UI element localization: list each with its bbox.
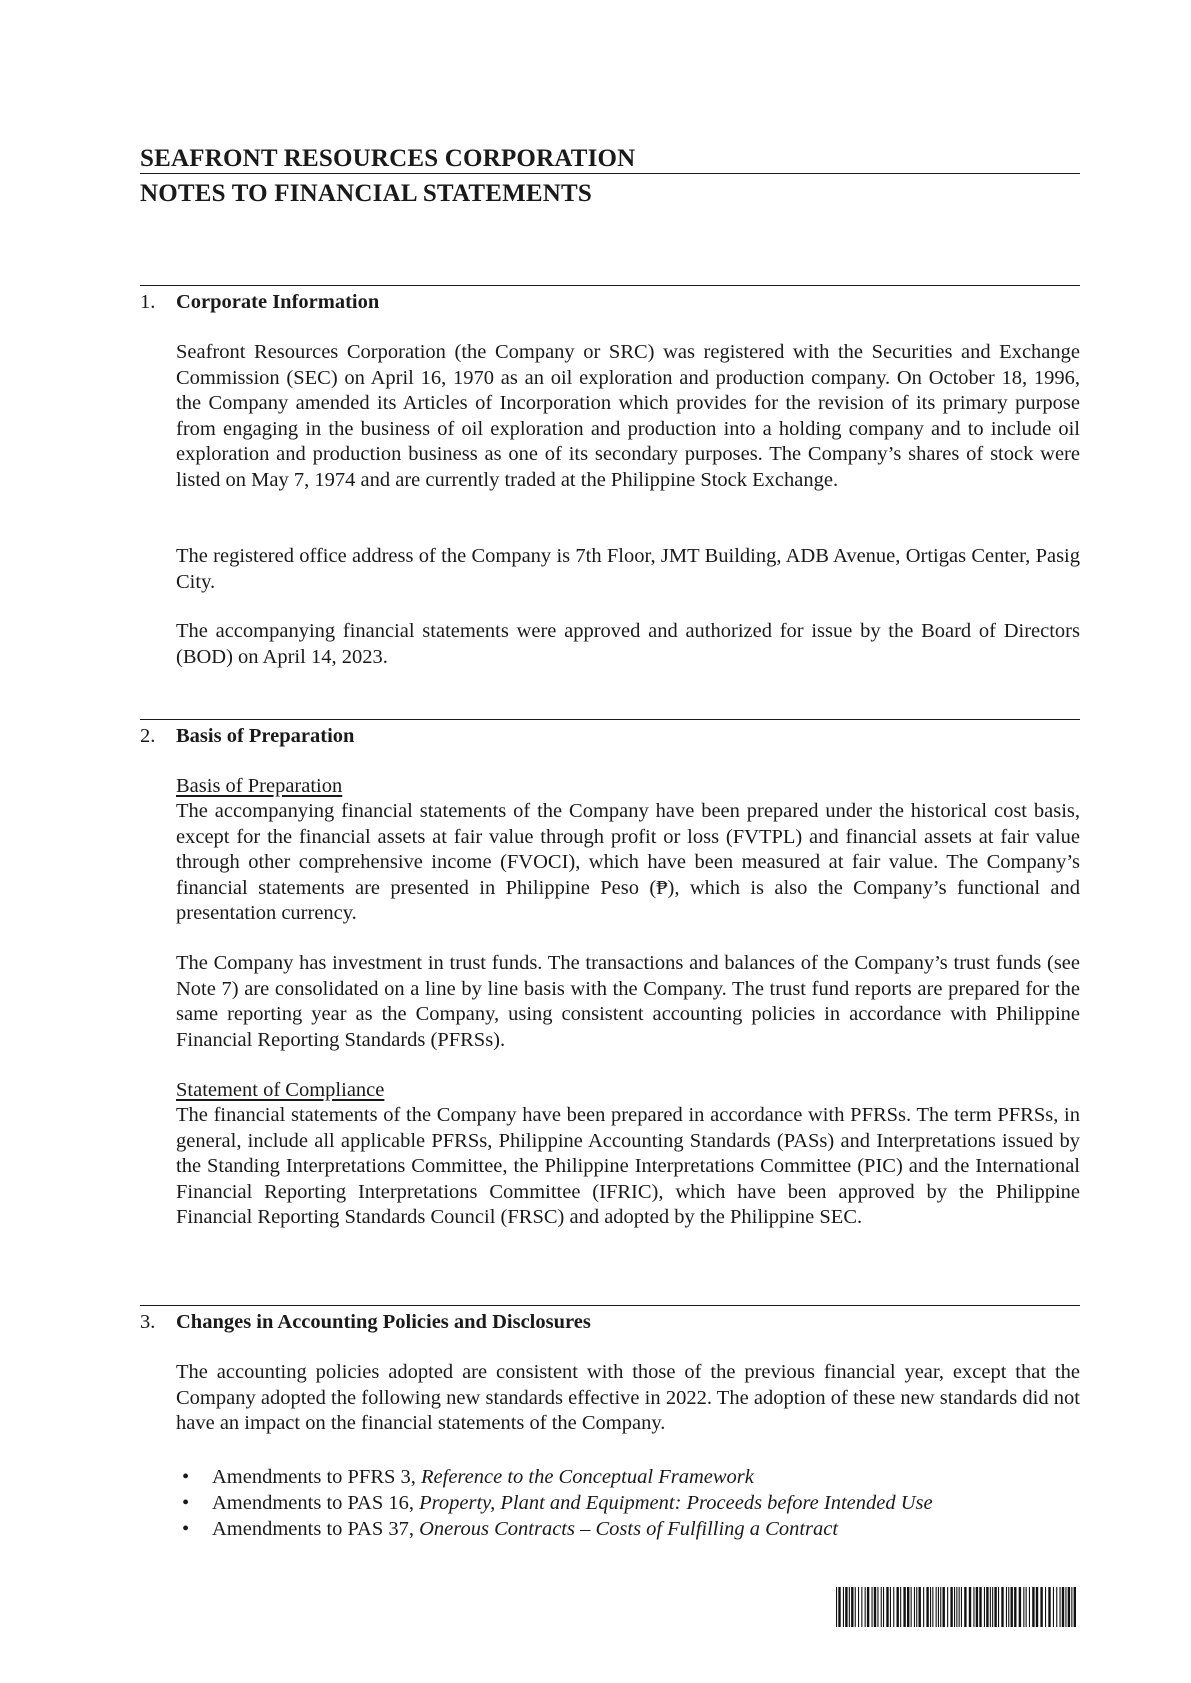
section-number: 2. xyxy=(140,725,156,747)
list-item xyxy=(176,1490,1080,1516)
document-title: NOTES TO FINANCIAL STATEMENTS xyxy=(140,180,592,207)
list-item-title: Onerous Contracts – Costs of Fulfilling a Contract xyxy=(419,1518,839,1540)
bullet-icon: • xyxy=(182,1466,190,1488)
paragraph: The financial statements of the Company have been prepared in accordance with PFRSs. The term PFRSs, in general, include all applicable PFRSs, Philippine Accounting Standards (PASs) and Interpretations issued by the Standing Interpretations Committee, the Philippine Interpretations Committee (PIC) and the International Financial Reporting Interpretations Committee (IFRIC), which have been approved by the Philippine Financial Reporting Standards Council (FRSC) and adopted by the Philippine SEC. xyxy=(176,1104,1080,1228)
section-title: Corporate Information xyxy=(176,291,380,313)
section-1-divider xyxy=(140,285,1080,286)
paragraph: The Company has investment in trust funds. The transactions and balances of the Company’s trust funds (see Note 7) are consolidated on a line by line basis with the Company. The trust fund reports are prepared for the same reporting year as the Company, using consistent accounting policies in accordance with Philippine Financial Reporting Standards (PFRSs). xyxy=(176,952,1080,1051)
subsection-heading: Basis of Preparation xyxy=(176,775,343,797)
paragraph: The registered office address of the Company is 7th Floor, JMT Building, ADB Avenue, Ortigas Center, Pasig City. xyxy=(176,545,1080,593)
company-name: SEAFRONT RESOURCES CORPORATION xyxy=(140,145,636,172)
list-item xyxy=(176,1516,1080,1542)
paragraph: The accounting policies adopted are consistent with those of the previous financial year, except that the Company adopted the following new standards effective in 2022. The adoption of these new standards did not have an impact on the financial statements of the Company. xyxy=(176,1361,1080,1434)
list-item-prefix: Amendments to PAS 16, xyxy=(212,1492,420,1514)
bullet-icon: • xyxy=(182,1492,190,1514)
barcode-icon xyxy=(836,1587,1080,1627)
title-divider xyxy=(140,173,1080,174)
section-title: Basis of Preparation xyxy=(176,725,355,747)
paragraph: The accompanying financial statements of the Company have been prepared under the historical cost basis, except for the financial assets at fair value through profit or loss (FVTPL) and financial assets at fair value through other comprehensive income (FVOCI), which have been measured at fair value. The Company’s financial statements are presented in Philippine Peso (₱), which is also the Company’s functional and presentation currency. xyxy=(176,800,1080,924)
section-number: 3. xyxy=(140,1311,156,1333)
list-item-prefix: Amendments to PFRS 3, xyxy=(212,1466,422,1488)
standards-list xyxy=(176,1464,1080,1542)
paragraph: Seafront Resources Corporation (the Company or SRC) was registered with the Securities and Exchange Commission (SEC) on April 16, 1970 as an oil exploration and production company. On October 18, 1996, the Company amended its Articles of Incorporation which provides for the revision of its primary purpose from engaging in the business of oil exploration and production into a holding company and to include oil exploration and production business as one of its secondary purposes. The Company’s shares of stock were listed on May 7, 1974 and are currently traded at the Philippine Stock Exchange. xyxy=(176,341,1080,491)
section-2-divider xyxy=(140,719,1080,720)
subsection-heading: Statement of Compliance xyxy=(176,1079,385,1101)
list-item-prefix: Amendments to PAS 37, xyxy=(212,1518,420,1540)
list-item-title: Property, Plant and Equipment: Proceeds before Intended Use xyxy=(419,1492,933,1514)
bullet-icon: • xyxy=(182,1518,190,1540)
list-item-title: Reference to the Conceptual Framework xyxy=(421,1466,754,1488)
paragraph: The accompanying financial statements were approved and authorized for issue by the Board of Directors (BOD) on April 14, 2023. xyxy=(176,620,1080,668)
list-item xyxy=(176,1464,1080,1490)
section-title: Changes in Accounting Policies and Disclosures xyxy=(176,1311,591,1333)
section-number: 1. xyxy=(140,291,156,313)
section-3-divider xyxy=(140,1305,1080,1306)
